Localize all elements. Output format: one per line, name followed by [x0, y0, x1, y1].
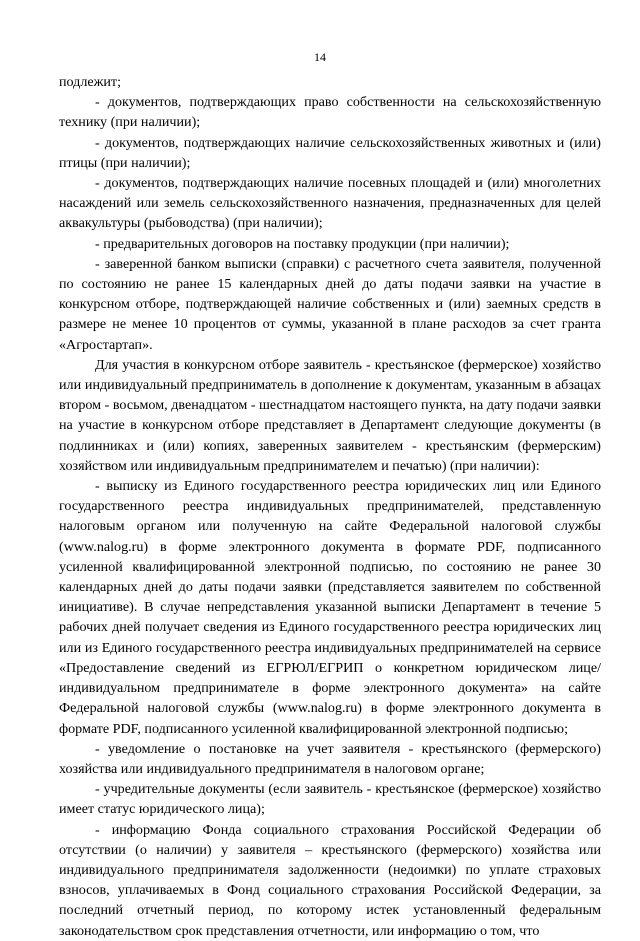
list-item-equipment-docs: - документов, подтверждающих право собственности на сельскохозяйственную технику (при наличии);: [59, 94, 601, 131]
document-body: [59, 72, 601, 941]
list-item-bank-statement: - заверенной банком выписки (справки) с расчетного счета заявителя, полученной по состоянию не ранее 15 календарных дней до даты подачи заявки на участие в конкурсном отборе, подтверждающей наличие собственных и (или) заемных средств в размере не менее 10 процентов от суммы, указанной в плане расходов за счет гранта «Агростартап».: [59, 255, 601, 353]
list-item-supply-contracts: - предварительных договоров на поставку продукции (при наличии);: [95, 235, 510, 252]
list-item-registry-extract: - выписку из Единого государственного реестра юридических лиц или Единого государственного реестра индивидуальных предпринимателей, представленную налоговым органом или полученную на сайте Федеральной налоговой службы (www.nalog.ru) в форме электронного документа в формате PDF, подписанного усиленной квалифицированной электронной подписью, по состоянию не ранее 30 календарных дней до даты подачи заявки (представляется заявителем по собственной инициативе). В случае непредставления указанной выписки Департамент в течение 5 рабочих дней получает сведения из Единого государственного реестра юридических лиц или из Единого государственного реестра индивидуальных предпринимателей на сервисе «Предоставление сведений из ЕГРЮЛ/ЕГРИП о конкретном юридическом лице/индивидуальном предпринимателе в форме электронного документа» на сайте Федеральной налоговой службы (www.nalog.ru) в форме электронного документа в формате PDF, подписанного усиленной квалифицированной электронной подписью;: [59, 478, 601, 737]
list-item-land-docs: - документов, подтверждающих наличие посевных площадей и (или) многолетних насаждений или земель сельскохозяйственного назначения, предназначенных для целей аквакультуры (рыбоводства) (при наличии);: [59, 175, 601, 232]
paragraph-participation-requirements: Для участия в конкурсном отборе заявитель - крестьянское (фермерское) хозяйство или индивидуальный предприниматель в дополнение к документам, указанным в абзацах втором - восьмом, двенадцатом - шестнадцатом настоящего пункта, на дату подачи заявки на участие в конкурсном отборе представляет в Департамент следующие документы (в подлинниках и (или) копиях, заверенных заявителем - крестьянским (фермерским) хозяйством или индивидуальным предпринимателем и печатью) (при наличии):: [59, 356, 601, 474]
list-item-social-insurance-info: - информацию Фонда социального страхования Российской Федерации об отсутствии (о наличии) у заявителя – крестьянского (фермерского) хозяйства или индивидуального предпринимателя задолженности (недоимки) по уплате страховых взносов, уплачиваемых в Фонд социального страхования Российской Федерации, за последний отчетный период, по которому истек установленный федеральным законодательством срок представления отчетности, или информацию о том, что: [59, 821, 601, 939]
list-item-founding-docs: - учредительные документы (если заявитель - крестьянское (фермерское) хозяйство имеет статус юридического лица);: [59, 781, 601, 818]
page-number: 14: [314, 50, 326, 64]
paragraph-continuation: подлежит;: [59, 74, 121, 90]
list-item-tax-registration: - уведомление о постановке на учет заявителя - крестьянского (фермерского) хозяйства или индивидуального предпринимателя в налоговом органе;: [59, 740, 601, 777]
list-item-livestock-docs: - документов, подтверждающих наличие сельскохозяйственных животных и (или) птицы (при наличии);: [59, 134, 601, 171]
